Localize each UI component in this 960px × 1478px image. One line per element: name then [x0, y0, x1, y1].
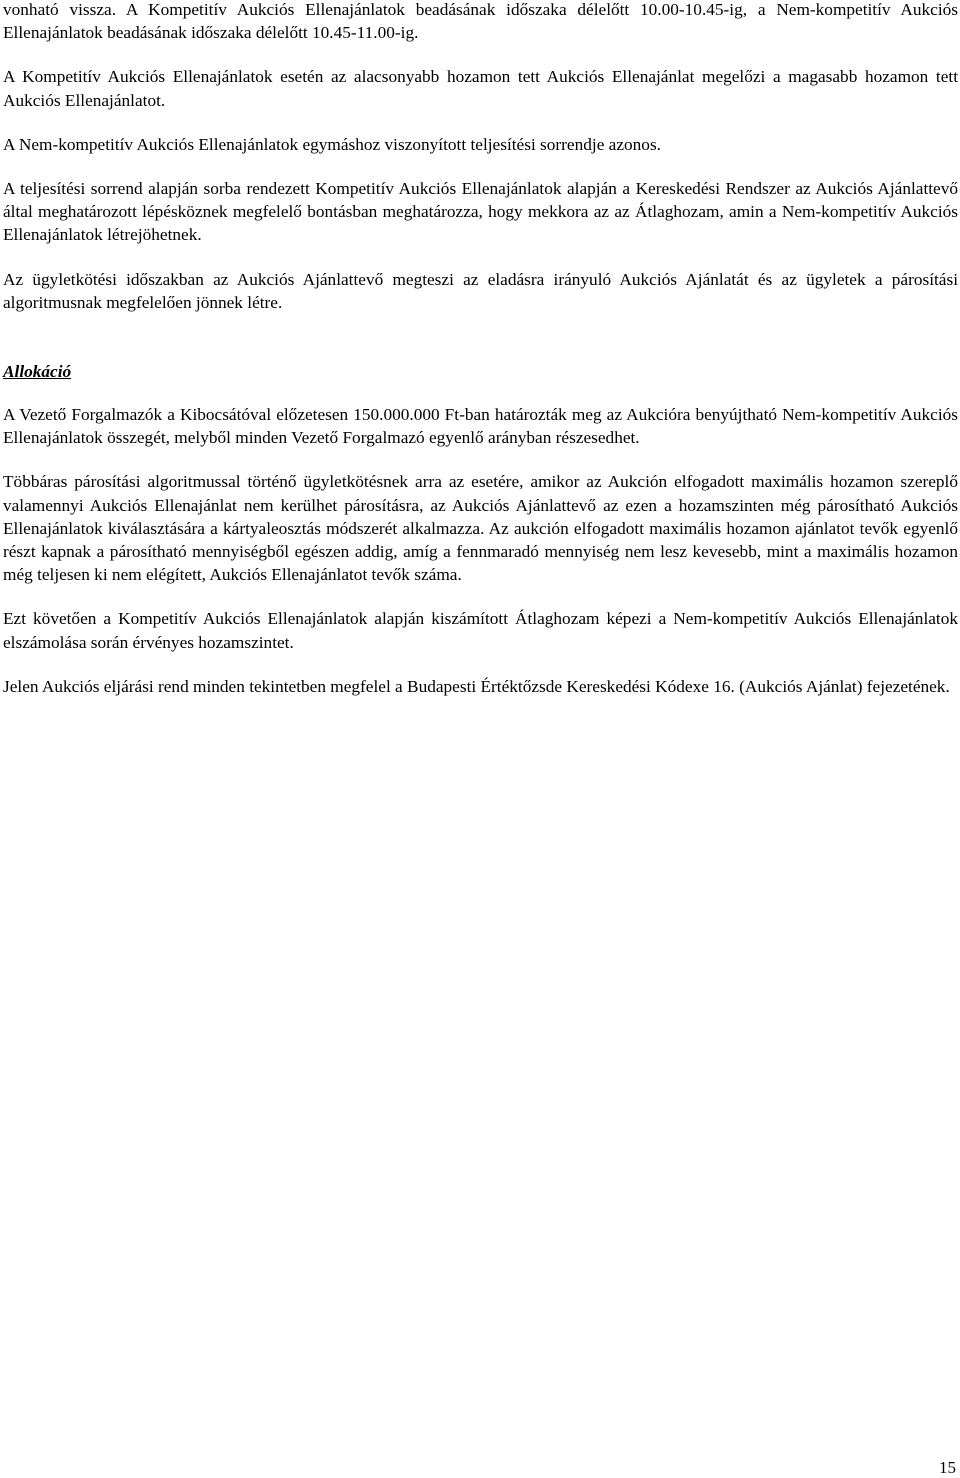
document-page: [3, 0, 958, 719]
paragraph-card-dealing-method: Többáras párosítási algoritmussal történő ügyletkötésnek arra az esetére, amikor az Aukción elfogadott maximális hozamon szereplő valamennyi Aukciós Ellenajánlat nem kerülhet párosításra, az Aukciós Ajánlattevő az ezen a hozamszinten még párosítható Aukciós Ellenajánlatok kiválasztására a kártyaleosztás módszerét alkalmazza. Az aukción elfogadott maximális hozamon ajánlatot tevők egyenlő részt kapnak a párosítható mennyiségből egészen addig, amíg a fennmaradó mennyiség nem lesz kevesebb, mint a maximális hozamon még teljesen ki nem elégített, Aukciós Ellenajánlatot tevők száma.: [3, 472, 958, 585]
paragraph-submission-periods: vonható vissza. A Kompetitív Aukciós Ellenajánlatok beadásának időszaka délelőtt 10.00-10.45-ig, a Nem-kompetitív Aukciós Ellenajánlatok beadásának időszaka délelőtt 10.45-11.00-ig.: [3, 0, 958, 43]
paragraph-noncompetitive-order: A Nem-kompetitív Aukciós Ellenajánlatok egymáshoz viszonyított teljesítési sorrendje azonos.: [3, 134, 661, 154]
paragraph-noncompetitive-amount: A Vezető Forgalmazók a Kibocsátóval előzetesen 150.000.000 Ft-ban határozták meg az Aukcióra benyújtható Nem-kompetitív Aukciós Ellenajánlatok összegét, melyből minden Vezető Forgalmazó egyenlő arányban részesedhet.: [3, 405, 958, 448]
paragraph-trading-period: Az ügyletkötési időszakban az Aukciós Ajánlattevő megteszi az eladásra irányuló Aukciós Ajánlatát és az ügyletek a párosítási algoritmusnak megfelelően jönnek létre.: [3, 269, 958, 312]
paragraph-code-compliance: Jelen Aukciós eljárási rend minden tekintetben megfelel a Budapesti Értéktőzsde Kereskedési Kódexe 16. (Aukciós Ajánlat) fejezetének.: [3, 676, 950, 696]
paragraph-average-yield: A teljesítési sorrend alapján sorba rendezett Kompetitív Aukciós Ellenajánlatok alapján a Kereskedési Rendszer az Aukciós Ajánlattevő által meghatározott lépésköznek megfelelő bontásban meghatározza, hogy mekkora az az Átlaghozam, amin a Nem-kompetitív Aukciós Ellenajánlatok létrejöhetnek.: [3, 179, 958, 245]
section-heading: Allokáció: [3, 362, 72, 382]
allocation-section-header: [3, 360, 958, 383]
page-number: 15: [939, 1458, 956, 1477]
paragraph-competitive-priority: A Kompetitív Aukciós Ellenajánlatok esetén az alacsonyabb hozamon tett Aukciós Ellenajánlat megelőzi a magasabb hozamon tett Aukciós Ellenajánlatot.: [3, 67, 958, 110]
paragraph-settlement-yield: Ezt követően a Kompetitív Aukciós Ellenajánlatok alapján kiszámított Átlaghozam képezi a Nem-kompetitív Aukciós Ellenajánlatok elszámolása során érvényes hozamszintet.: [3, 609, 958, 652]
